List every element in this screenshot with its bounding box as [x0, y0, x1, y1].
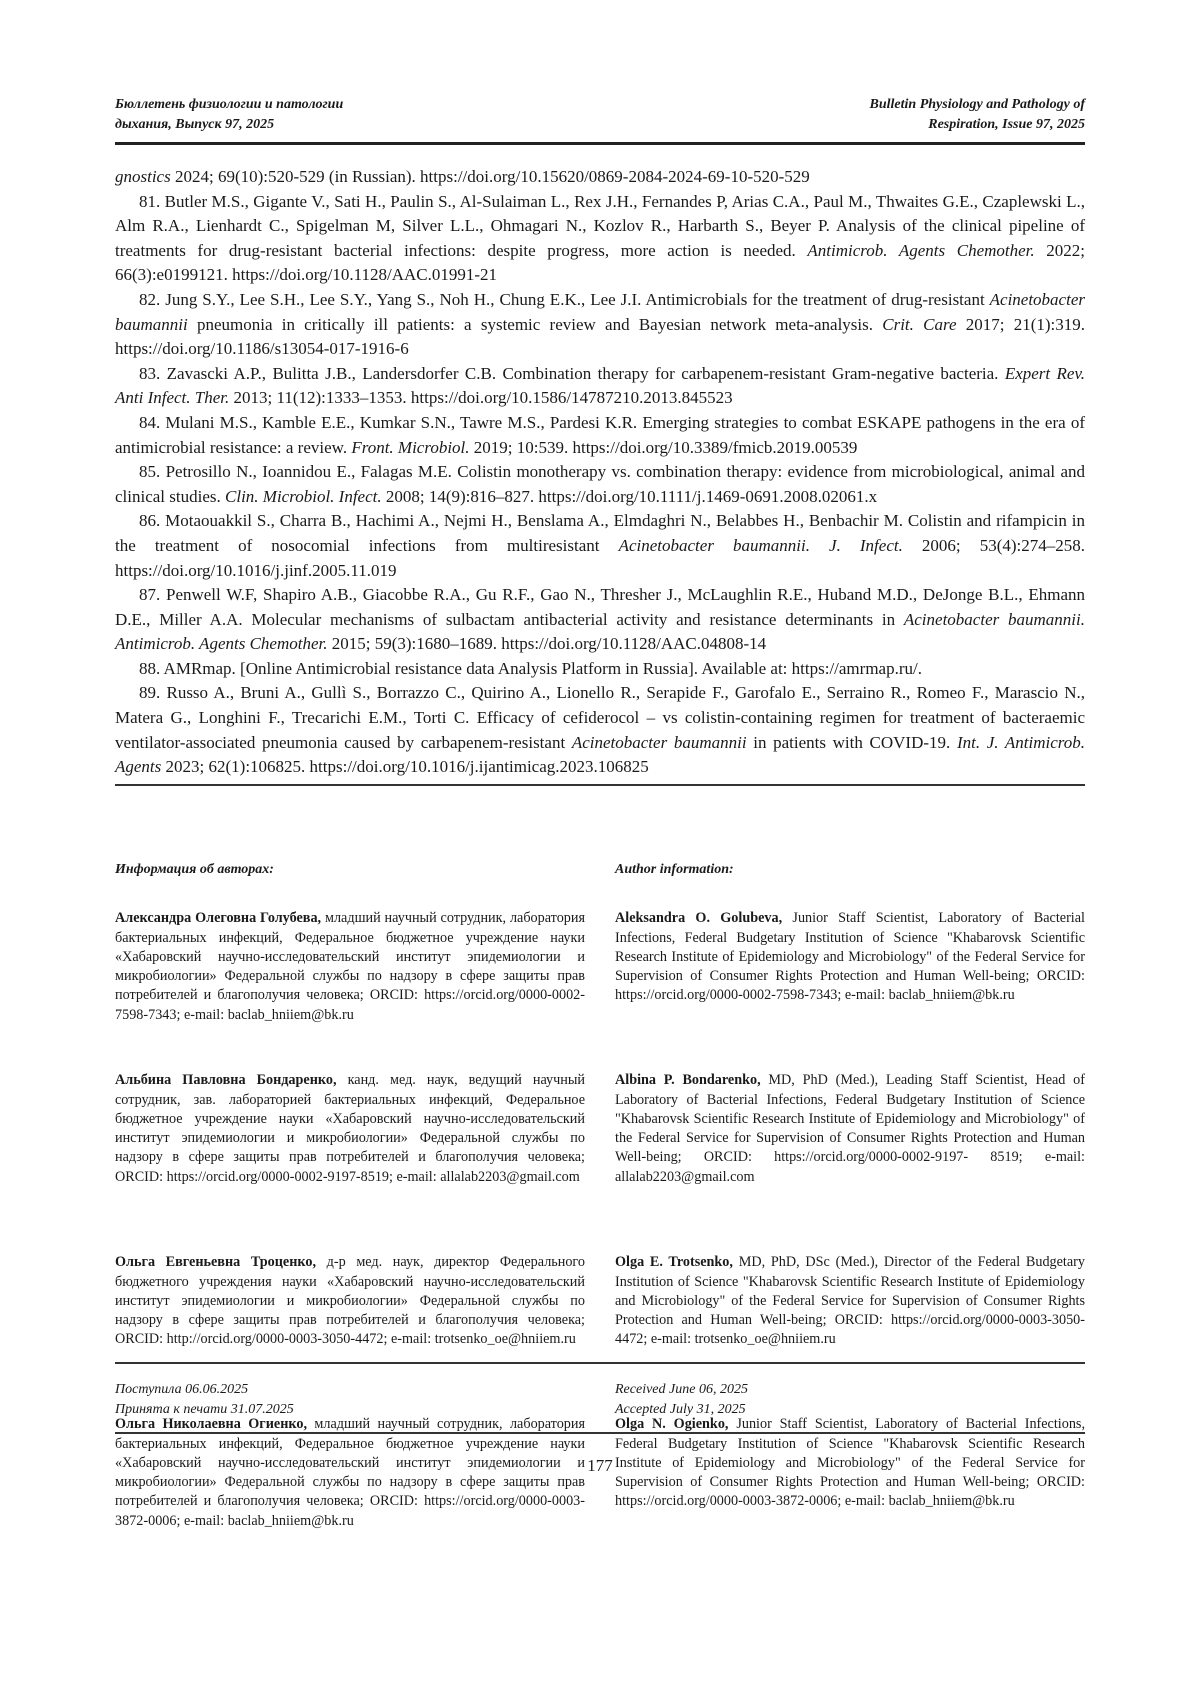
author-details: MD, PhD (Med.), Leading Staff Scientist, Head of Laboratory of Bacterial Infections, Federal Budgetary Institution of Science "Khabarovsk Scientific Research Institute of Epidemiology and Microbiology" of the Federal Service for Supervision of Consumer Rights Protection and Human Well-being; ORCID: https://orcid.org/0000-0002-9197- 8519; e-mail: allalab2203@gmail.com	[615, 1072, 1085, 1184]
reference-text: 2023; 62(1):106825. https://doi.org/10.1016/j.ijantimicag.2023.106825	[161, 757, 648, 776]
header-ru-line2: дыхания, Выпуск 97, 2025	[115, 115, 343, 135]
received-date-ru: Поступила 06.06.2025	[115, 1380, 585, 1400]
reference-item	[115, 288, 1085, 362]
author-entry	[115, 1253, 585, 1388]
author-details: младший научный сотрудник, лаборатория бактериальных инфекций, Федеральное бюджетное учреждение науки «Хабаровский научно-исследовательский институт эпидемиологии и микробиологии» Федеральной службы по надзору в сфере защиты прав потребителей и благополучия человека; ORCID: https://orcid.org/0000-0003-3872-0006; e-mail: baclab_hniiem@bk.ru	[115, 1416, 585, 1528]
author-name: Olga E. Trotsenko,	[615, 1254, 733, 1270]
author-details: Junior Staff Scientist, Laboratory of Bacterial Infections, Federal Budgetary Institution of Science "Khabarovsk Scientific Research Institute of Epidemiology and Microbiology" of the Federal Service for Supervision of Consumer Rights Protection and Human Well-being; ORCID: https://orcid.org/0000-0002-7598-7343; e-mail: baclab_hniiem@bk.ru	[615, 910, 1085, 1003]
header-rule	[115, 142, 1085, 145]
reference-item	[115, 681, 1085, 779]
section-rule	[115, 784, 1085, 786]
dates-en	[615, 1380, 1085, 1420]
reference-text: 85. Petrosillo N., Ioannidou E., Falagas M.E. Colistin monotherapy vs. combination therapy: evidence from microbiological, animal and clinical studies.	[115, 462, 1085, 506]
author-entry	[615, 1415, 1085, 1550]
reference-item	[115, 165, 1085, 190]
reference-item	[115, 657, 1085, 682]
author-name: Albina P. Bondarenko,	[615, 1072, 761, 1088]
reference-text: in patients with COVID-19.	[747, 733, 957, 752]
reference-text: 2019; 10:539. https://doi.org/10.3389/fmicb.2019.00539	[470, 438, 858, 457]
accepted-date-ru: Принята к печати 31.07.2025	[115, 1400, 585, 1420]
reference-text: 87. Penwell W.F, Shapiro A.B., Giacobbe R.A., Gu R.F., Gao N., Thresher J., McLaughlin R.E., Huband M.D., DeJonge B.L., Ehmann D.E., Miller A.A. Molecular mechanisms of sulbactam antibacterial activity and resistance determinants in	[115, 585, 1085, 629]
reference-item	[115, 460, 1085, 509]
author-name: Olga N. Ogienko,	[615, 1416, 728, 1432]
author-name: Aleksandra O. Golubeva,	[615, 910, 782, 926]
reference-italic-text: Int. J. Antimicrob. Agents	[115, 733, 1085, 777]
reference-text: 84. Mulani M.S., Kamble E.E., Kumkar S.N., Tawre M.S., Pardesi K.R. Emerging strategies to combat ESKAPE pathogens in the era of antimicrobial resistance: a review.	[115, 413, 1085, 457]
reference-text: 88. AMRmap. [Online Antimicrobial resistance data Analysis Platform in Russia]. Available at: https://amrmap.ru/.	[139, 659, 922, 678]
authors-ru-heading: Информация об авторах:	[115, 860, 585, 879]
author-name: Альбина Павловна Бондаренко,	[115, 1072, 337, 1088]
reference-text: 2006; 53(4):274–258. https://doi.org/10.1016/j.jinf.2005.11.019	[115, 536, 1085, 580]
header-ru-line1: Бюллетень физиологии и патологии	[115, 95, 343, 115]
author-details: MD, PhD, DSc (Med.), Director of the Federal Budgetary Institution of Science "Khabarovsk Scientific Research Institute of Epidemiology and Microbiology" of the Federal Service for Supervision of Consumer Rights Protection and Human Well-being; ORCID: https://orcid.org/0000-0003-3050-4472; e-mail: trotsenko_oe@hniiem.ru	[615, 1254, 1085, 1347]
submission-dates	[115, 1380, 1085, 1420]
header-journal-en	[870, 95, 1085, 135]
dates-bottom-rule	[115, 1432, 1085, 1434]
header-journal-ru	[115, 95, 343, 135]
reference-text: 2024; 69(10):520-529 (in Russian). https://doi.org/10.15620/0869-2084-2024-69-10-520-529	[171, 167, 810, 186]
dates-top-rule	[115, 1362, 1085, 1364]
author-entry	[615, 1071, 1085, 1226]
reference-item	[115, 190, 1085, 288]
reference-italic-text: Crit. Care	[882, 315, 956, 334]
reference-italic-text: Acinetobacter baumannii	[115, 290, 1085, 334]
header-en-line2: Respiration, Issue 97, 2025	[870, 115, 1085, 135]
reference-italic-text: Front. Microbiol.	[351, 438, 469, 457]
author-details: младший научный сотрудник, лаборатория бактериальных инфекций, Федеральное бюджетное учреждение науки «Хабаровский научно-исследовательский институт эпидемиологии и микробиологии» Федеральной службы по надзору в сфере защиты прав потребителей и благополучия человека; ORCID: https://orcid.org/0000-0002-7598-7343; e-mail: baclab_hniiem@bk.ru	[115, 910, 585, 1022]
author-entry	[615, 1253, 1085, 1388]
reference-text: 81. Butler M.S., Gigante V., Sati H., Paulin S., Al-Sulaiman L., Rex J.H., Fernandes P, Arias C.A., Paul M., Thwaites G.E., Czaplewski L., Alm R.A., Lienhardt C., Spigelman M, Silver L.L., Ohmagari N., Kozlov R., Harbarth S., Beyer P. Analysis of the clinical pipeline of treatments for drug-resistant bacterial infections: despite progress, more action is needed.	[115, 192, 1085, 260]
reference-italic-text: Clin. Microbiol. Infect.	[225, 487, 382, 506]
author-details: канд. мед. наук, ведущий научный сотрудник, зав. лабораторией бактериальных инфекций, Федеральное бюджетное учреждение науки «Хабаровский научно-исследовательский институт эпидемиологии и микробиологии» Федеральной службы по надзору в сфере защиты прав потребителей и благополучия человека; ORCID: https://orcid.org/0000-0002-9197-8519; e-mail: allalab2203@gmail.com	[115, 1072, 585, 1184]
reference-list	[115, 165, 1085, 780]
reference-italic-text: Antimicrob. Agents Chemother.	[807, 241, 1034, 260]
reference-item	[115, 362, 1085, 411]
reference-text: 2017; 21(1):319. https://doi.org/10.1186/s13054-017-1916-6	[115, 315, 1085, 359]
reference-text: 82. Jung S.Y., Lee S.H., Lee S.Y., Yang S., Noh H., Chung E.K., Lee J.I. Antimicrobials for the treatment of drug-resistant	[139, 290, 990, 309]
author-entry	[115, 1415, 585, 1550]
received-date-en: Received June 06, 2025	[615, 1380, 1085, 1400]
author-entry	[615, 909, 1085, 1044]
reference-item	[115, 509, 1085, 583]
running-header	[115, 95, 1085, 135]
reference-item	[115, 411, 1085, 460]
reference-text: 2015; 59(3):1680–1689. https://doi.org/10.1128/AAC.04808-14	[327, 634, 766, 653]
reference-text: 2013; 11(12):1333–1353. https://doi.org/10.1586/14787210.2013.845523	[229, 388, 732, 407]
authors-en-heading: Author information:	[615, 860, 1085, 879]
reference-italic-text: Acinetobacter baumannii	[572, 733, 747, 752]
reference-italic-text: Acinetobacter baumannii. J. Infect.	[619, 536, 903, 555]
author-name: Александра Олеговна Голубева,	[115, 910, 321, 926]
author-entry	[115, 1071, 585, 1226]
author-name: Ольга Николаевна Огиенко,	[115, 1416, 307, 1432]
accepted-date-en: Accepted July 31, 2025	[615, 1400, 1085, 1420]
reference-italic-text: gnostics	[115, 167, 171, 186]
reference-item	[115, 583, 1085, 657]
header-en-line1: Bulletin Physiology and Pathology of	[870, 95, 1085, 115]
reference-text: 2008; 14(9):816–827. https://doi.org/10.1111/j.1469-0691.2008.02061.x	[382, 487, 878, 506]
reference-text: 86. Motaouakkil S., Charra B., Hachimi A., Nejmi H., Benslama A., Elmdaghri N., Belabbes H., Benbachir M. Colistin and rifampicin in the treatment of nosocomial infections from multiresistant	[115, 511, 1085, 555]
page-number: 177	[0, 1456, 1200, 1476]
author-details: Junior Staff Scientist, Laboratory of Bacterial Infections, Federal Budgetary Institution of Science "Khabarovsk Scientific Research Institute of Epidemiology and Microbiology" of the Federal Service for Supervision of Consumer Rights Protection and Human Well-being; ORCID: https://orcid.org/0000-0003-3872-0006; e-mail: baclab_hniiem@bk.ru	[615, 1416, 1085, 1509]
author-details: д-р мед. наук, директор Федерального бюджетного учреждения науки «Хабаровский научно-исследовательский институт эпидемиологии и микробиологии» Федеральной службы по надзору в сфере защиты прав потребителей и благополучия человека; ORCID: http://orcid.org/0000-0003-3050-4472; e-mail: trotsenko_oe@hniiem.ru	[115, 1254, 585, 1347]
reference-text: 83. Zavascki A.P., Bulitta J.B., Landersdorfer C.B. Combination therapy for carbapenem-resistant Gram-negative bacteria.	[139, 364, 1005, 383]
dates-ru	[115, 1380, 585, 1420]
reference-italic-text: Acinetobacter baumannii. Antimicrob. Agents Chemother.	[115, 610, 1085, 654]
reference-text: 89. Russo A., Bruni A., Gullì S., Borrazzo C., Quirino A., Lionello R., Serapide F., Garofalo E., Serraino R., Romeo F., Marascio N., Matera G., Longhini F., Trecarichi E.M., Torti C. Efficacy of cefiderocol – vs colistin-containing regimen for treatment of bacteraemic ventilator-associated pneumonia caused by carbapenem-resistant	[115, 683, 1085, 751]
reference-text: 2022; 66(3):e0199121. https://doi.org/10.1128/AAC.01991-21	[115, 241, 1085, 285]
author-entry	[115, 909, 585, 1044]
author-name: Ольга Евгеньевна Троценко,	[115, 1254, 316, 1270]
reference-italic-text: Expert Rev. Anti Infect. Ther.	[115, 364, 1085, 408]
reference-text: pneumonia in critically ill patients: a systemic review and Bayesian network meta-analysis.	[188, 315, 883, 334]
